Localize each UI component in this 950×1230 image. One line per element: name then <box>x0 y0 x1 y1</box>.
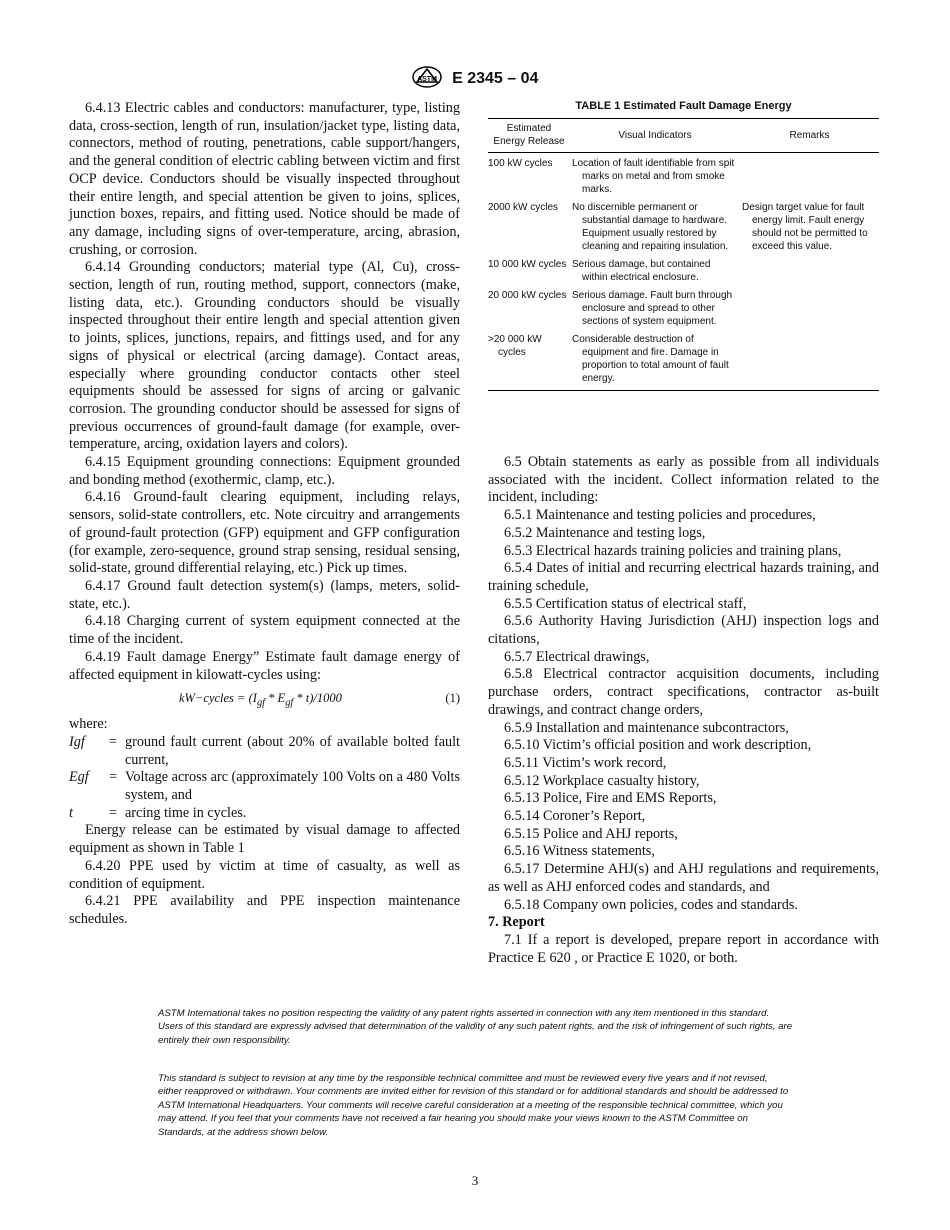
paragraph-6-4-18: 6.4.18 Charging current of system equipment connected at the time of the incident. <box>69 613 460 648</box>
equation-expression: kW−cycles = $(I_{gf} * E_{gf} * t)/1000$ <box>179 691 342 709</box>
list-item: 6.5.12 Workplace casualty history, <box>504 772 700 789</box>
table-cell-indicators: Serious damage, but contained within electrical enclosure. <box>572 259 711 283</box>
paragraph-6-4-19: 6.4.19 Fault damage Energy” Estimate fault damage energy of affected equipment in kilowatt-cycles using: <box>69 648 460 683</box>
table-cell-energy: 2000 kW cycles <box>488 202 559 213</box>
list-item: 6.5.3 Electrical hazards training policies and training plans, <box>504 542 842 559</box>
definition-symbol: t <box>69 804 73 821</box>
table-header-indicators: Visual Indicators <box>618 129 692 141</box>
table-row <box>488 201 879 258</box>
definition-row: t = arcing time in cycles. <box>69 805 460 823</box>
list-item: 6.5.7 Electrical drawings, <box>504 648 650 665</box>
definition-text: arcing time in cycles. <box>125 804 247 821</box>
right-column <box>488 454 879 967</box>
table-header-energy: Estimated Energy Release <box>493 123 565 147</box>
section-7-heading: 7. Report <box>488 914 545 931</box>
list-item: 6.5.10 Victim’s official position and work description, <box>504 737 812 754</box>
list-item: 6.5.16 Witness statements, <box>504 843 655 860</box>
table-cell-energy: 20 000 kW cycles <box>488 290 567 301</box>
paragraph-6-4-15: 6.4.15 Equipment grounding connections: Equipment grounded and bonding method (exothermic, clamp, etc.). <box>69 454 460 488</box>
table-cell-indicators: Location of fault identifiable from spit marks on metal and from smoke marks. <box>572 158 735 195</box>
paragraph-6-4-16: 6.4.16 Ground-fault clearing equipment, including relays, sensors, solid-state controllers, etc. Note circuitry and arrangements of ground-fault protection (GFP) equipment and GFP configuration (for example, zero-sequence, ground strap sensing, residual sensing, solid-state, ground differential relaying, etc.) Pick up times. <box>69 489 460 577</box>
table-cell-energy: >20 000 kW cycles <box>488 334 542 358</box>
table-cell-remarks: Design target value for fault energy limit. Fault energy should not be permitted to exceed this value. <box>742 202 868 252</box>
left-column <box>69 100 460 929</box>
paragraph-energy-release: Energy release can be estimated by visual damage to affected equipment as shown in Table 1 <box>69 822 460 857</box>
paragraph-6-4-20: 6.4.20 PPE used by victim at time of casualty, as well as condition of equipment. <box>69 857 460 892</box>
table-cell-indicators: Considerable destruction of equipment and fire. Damage in proportion to total amount of fault energy. <box>572 334 729 384</box>
svg-text:ASTM: ASTM <box>416 76 437 83</box>
table-cell-energy: 100 kW cycles <box>488 158 553 169</box>
list-item: 6.5.18 Company own policies, codes and standards. <box>504 896 798 913</box>
list-item: 6.5.1 Maintenance and testing policies and procedures, <box>504 507 816 524</box>
list-item: 6.5.11 Victim’s work record, <box>504 754 667 771</box>
table-row <box>488 153 879 202</box>
definition-text: ground fault current (about 20% of available bolted fault current, <box>125 733 460 768</box>
paragraph-7-1: 7.1 If a report is developed, prepare report in accordance with Practice E 620 , or Practice E 1020, or both. <box>488 931 879 966</box>
list-item: 6.5.17 Determine AHJ(s) and AHJ regulations and requirements, as well as AHJ enforced codes and standards, and <box>488 861 879 895</box>
paragraph-6-5: 6.5 Obtain statements as early as possible from all individuals associated with the incident. Collect information related to the incident, including: <box>488 454 879 506</box>
definition-row: Egf = Voltage across arc (approximately 100 Volts on a 480 Volts system, and <box>69 769 460 804</box>
definition-symbol: Egf <box>69 769 89 786</box>
table-cell-indicators: Serious damage. Fault burn through enclosure and spread to other sections of system equipment. <box>572 290 733 327</box>
revision-notice: This standard is subject to revision at any time by the responsible technical committee and must be reviewed every five years and if not revised, either reapproved or withdrawn. Your comments are invited either for revision of this standard or for additional standards and should be addressed to ASTM International Headquarters. Your comments will receive careful consideration at a meeting of the responsible technical committee, which you may attend. If you feel that your comments have not received a fair hearing you should make your views known to the ASTM Committee on Standards, at the address shown below. <box>158 1073 789 1138</box>
definition-symbol: Igf <box>69 733 85 750</box>
list-item: 6.5.2 Maintenance and testing logs, <box>504 524 706 541</box>
where-label: where: <box>69 716 108 733</box>
table-cell-indicators: No discernible permanent or substantial damage to hardware. Equipment usually restored by cleaning and repairing insulation. <box>572 202 729 252</box>
equation-number: (1) <box>445 691 460 706</box>
paragraph-6-4-13: 6.4.13 Electric cables and conductors: manufacturer, type, listing data, cross-section, length of run, insulation/jacket type, listing data, connectors, method of routing, penetrations, cable support/hangers, and the general condition of electric cabling between victim and first OCP device. Conductors should be visually inspected throughout their entire length, and special attention be given to joins, splices, junction boxes, repairs, and fitting used. Notice should be made of any damage, including signs of over-temperature, arcing, abrasion, crushing, or corrosion. <box>69 100 460 258</box>
list-item: 6.5.8 Electrical contractor acquisition documents, including purchase orders, contract specifications, contractor as-built drawings, and contract change orders, <box>488 666 879 718</box>
paragraph-6-4-17: 6.4.17 Ground fault detection system(s) (lamps, meters, solid-state, etc.). <box>69 577 460 612</box>
table-caption: TABLE 1 Estimated Fault Damage Energy <box>575 100 792 112</box>
list-item: 6.5.9 Installation and maintenance subcontractors, <box>504 719 789 736</box>
page-header <box>0 66 950 88</box>
definition-text: Voltage across arc (approximately 100 Volts on a 480 Volts system, and <box>125 769 460 804</box>
list-item: 6.5.15 Police and AHJ reports, <box>504 825 678 842</box>
astm-logo-icon <box>412 66 442 88</box>
list-item: 6.5.5 Certification status of electrical staff, <box>504 595 747 612</box>
table-row <box>488 333 879 391</box>
fault-damage-table <box>488 118 879 391</box>
table-row <box>488 289 879 333</box>
table-header-remarks: Remarks <box>789 129 830 141</box>
definition-list <box>69 734 460 823</box>
list-item: 6.5.4 Dates of initial and recurring electrical hazards training, and training schedule, <box>488 560 879 594</box>
equation-1 <box>69 688 460 710</box>
patent-notice: ASTM International takes no position respecting the validity of any patent rights asserted in connection with any item mentioned in this standard. Users of this standard are expressly advised that determination of the validity of any such patent rights, and the risk of infringement of such rights, are entirely their own responsibility. <box>158 1008 793 1046</box>
paragraph-6-4-21: 6.4.21 PPE availability and PPE inspection maintenance schedules. <box>69 893 460 927</box>
table-row <box>488 258 879 289</box>
table-cell-energy: 10 000 kW cycles <box>488 259 567 270</box>
document-designation: E 2345 – 04 <box>452 70 539 87</box>
list-item: 6.5.14 Coroner’s Report, <box>504 808 646 825</box>
list-item: 6.5.6 Authority Having Jurisdiction (AHJ) inspection logs and citations, <box>488 613 879 648</box>
table-1 <box>488 100 879 391</box>
paragraph-6-4-14: 6.4.14 Grounding conductors; material type (Al, Cu), cross-section, length of run, routing method, support, connectors (make, listing data, etc.). Grounding conductors should be visually inspected throughout their entire length and special attention given to joints, splices, junctions, repairs, and fittings used, and for any signs of physical or electrical (arcing damage). Contact areas, especially where grounding conductor contacts other steel equipments should be assessed for signs of arcing or galvanic corrosion. The grounding conductor should be assessed for signs of previous occurrences of ground-fault damage (for example, over-temperature, arcing, oxidation layers and colors). <box>69 259 460 453</box>
definition-row: Igf = ground fault current (about 20% of available bolted fault current, <box>69 733 460 768</box>
page-number: 3 <box>471 1173 479 1188</box>
list-item: 6.5.13 Police, Fire and EMS Reports, <box>504 790 717 807</box>
